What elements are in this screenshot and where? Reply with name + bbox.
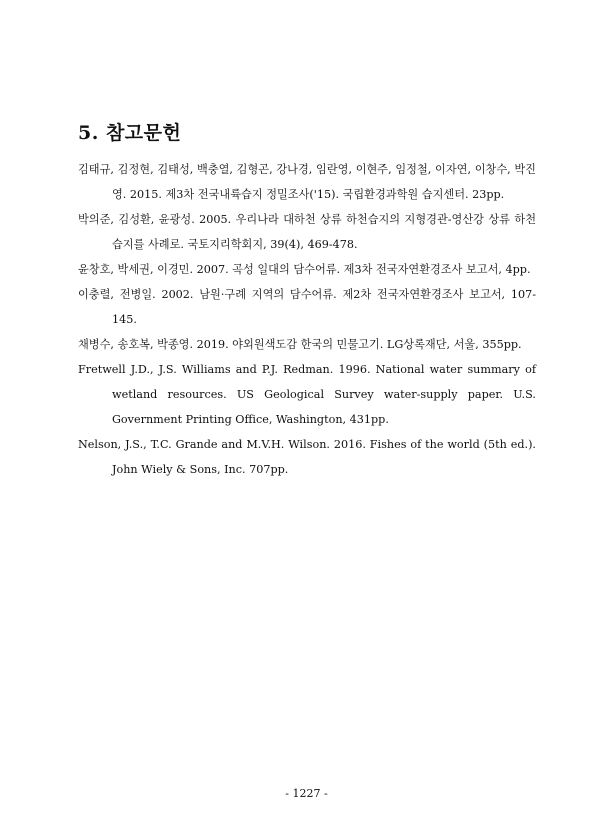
reference-item: 박의준, 김성환, 윤광성. 2005. 우리나라 대하천 상류 하천습지의 지형경관-영산강 상류 하천습지를 사례로. 국토지리학회지, 39(4), 469-478. — [78, 213, 536, 251]
page-number: - 1227 - — [285, 787, 328, 800]
reference-item: 채병수, 송호복, 박종영. 2019. 야외원색도감 한국의 민물고기. LG상록재단, 서울, 355pp. — [78, 338, 522, 351]
reference-item: 이충렬, 전병일. 2002. 남원·구례 지역의 담수어류. 제2차 전국자연환경조사 보고서, 107-145. — [78, 288, 536, 326]
section-heading: 5. 참고문헌 — [78, 122, 182, 144]
reference-item: 윤창호, 박세권, 이경민. 2007. 곡성 일대의 담수어류. 제3차 전국자연환경조사 보고서, 4pp. — [78, 263, 531, 276]
reference-list — [78, 157, 536, 482]
reference-item: Fretwell J.D., J.S. Williams and P.J. Redman. 1996. National water summary of wetland resources. US Geological Survey water-supply paper. U.S. Government Printing Office, Washington, 431pp. — [78, 363, 536, 426]
reference-item: Nelson, J.S., T.C. Grande and M.V.H. Wilson. 2016. Fishes of the world (5th ed.). John Wiely & Sons, Inc. 707pp. — [78, 438, 536, 476]
reference-item: 김태규, 김정현, 김태성, 백충열, 김형곤, 강나경, 임란영, 이현주, 임정철, 이자연, 이창수, 박진영. 2015. 제3차 전국내륙습지 정밀조사('15). 국립환경과학원 습지센터. 23pp. — [78, 163, 536, 201]
